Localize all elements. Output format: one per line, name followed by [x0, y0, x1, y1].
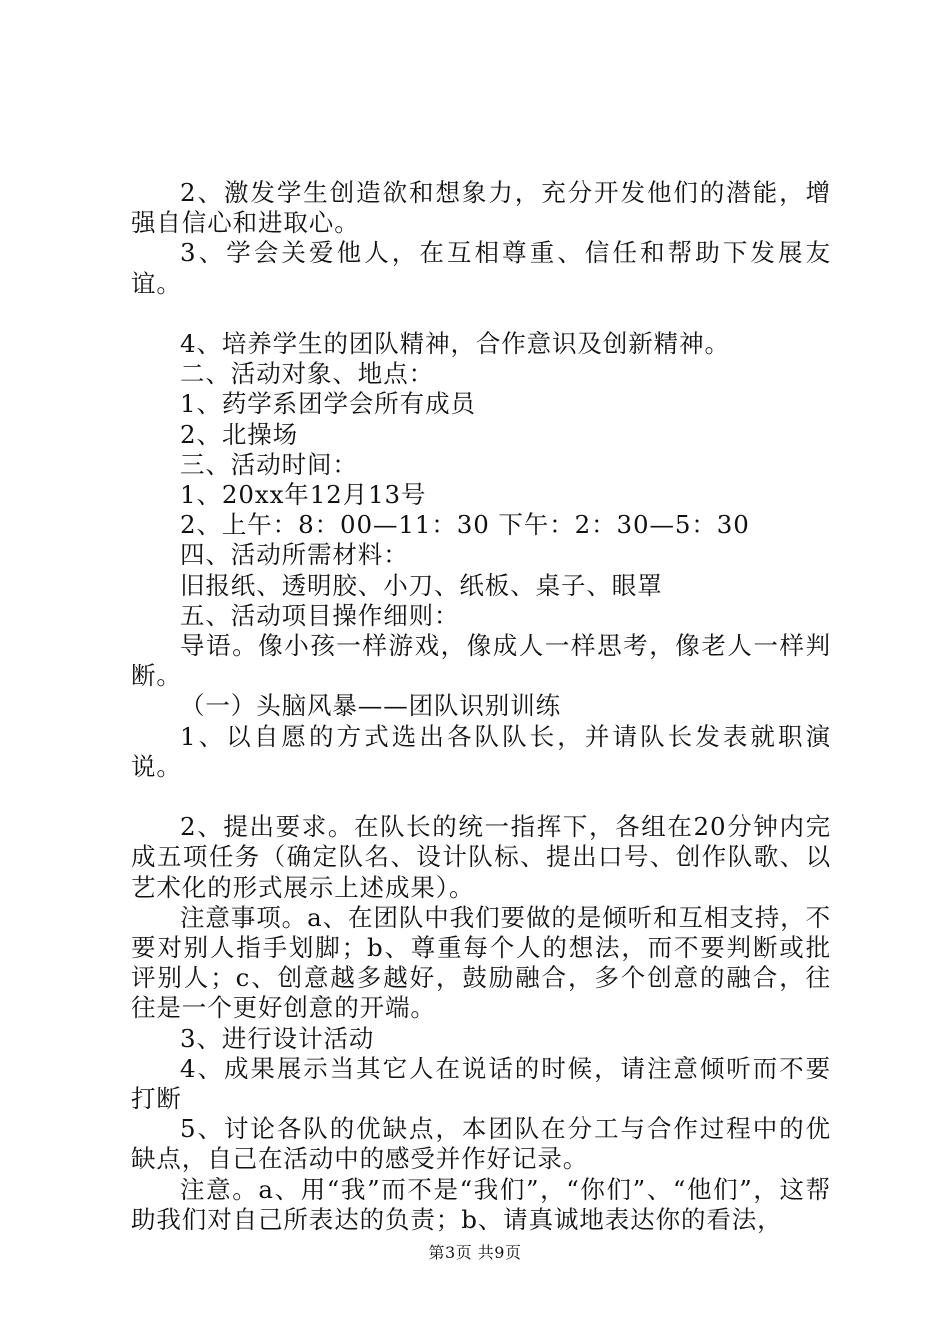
paragraph-step-3: 3、进行设计活动 — [180, 1023, 375, 1053]
paragraph-date: 1、20xx年12月13号 — [180, 480, 427, 510]
paragraph-objective-2: 2、激发学生创造欲和想象力，充分开发他们的潜能，增强自信心和进取心。 — [131, 178, 831, 238]
section-heading-participants: 二、活动对象、地点： — [180, 359, 434, 389]
paragraph-participants: 1、药学系团学会所有成员 — [180, 389, 476, 419]
paragraph-objective-3: 3、学会关爱他人，在互相尊重、信任和帮助下发展友谊。 — [131, 238, 831, 298]
paragraph-step-5: 5、讨论各队的优缺点，本团队在分工与合作过程中的优缺点，自己在活动中的感受并作好记录。 — [131, 1114, 831, 1174]
paragraph-step-2: 2、提出要求。在队长的统一指挥下，各组在20分钟内完成五项任务（确定队名、设计队标、提出口号、创作队歌、以艺术化的形式展示上述成果）。 — [131, 812, 831, 902]
paragraph-materials: 旧报纸、透明胶、小刀、纸板、桌子、眼罩 — [180, 570, 663, 600]
paragraph-step-1: 1、以自愿的方式选出各队队长，并请队长发表就职演说。 — [131, 721, 831, 781]
section-heading-time: 三、活动时间： — [180, 449, 358, 479]
paragraph-introduction: 导语。像小孩一样游戏，像成人一样思考，像老人一样判断。 — [131, 631, 831, 691]
section-heading-rules: 五、活动项目操作细则： — [180, 600, 460, 630]
paragraph-attention: 注意。a、用“我”而不是“我们”，“你们”、“他们”，这帮助我们对自己所表达的负责；b、请真诚地表达你的看法， — [131, 1174, 831, 1234]
paragraph-location: 2、北操场 — [180, 419, 299, 449]
paragraph-notes: 注意事项。a、在团队中我们要做的是倾听和互相支持，不要对别人指手划脚；b、尊重每个人的想法，而不要判断或批评别人；c、创意越多越好，鼓励融合，多个创意的融合，往往是一个更好创意的开端。 — [131, 902, 831, 1023]
paragraph-objective-4: 4、培养学生的团队精神，合作意识及创新精神。 — [180, 329, 730, 358]
subsection-heading-brainstorm: （一）头脑风暴——团队识别训练 — [180, 691, 561, 721]
document-body — [131, 178, 831, 1235]
section-heading-materials: 四、活动所需材料： — [180, 540, 409, 570]
paragraph-step-4: 4、成果展示当其它人在说话的时候，请注意倾听而不要打断 — [131, 1053, 831, 1114]
page-number-footer: 第3页 共9页 — [428, 1243, 522, 1262]
paragraph-hours: 2、上午：8：00—11：30 下午：2：30—5：30 — [180, 510, 750, 540]
